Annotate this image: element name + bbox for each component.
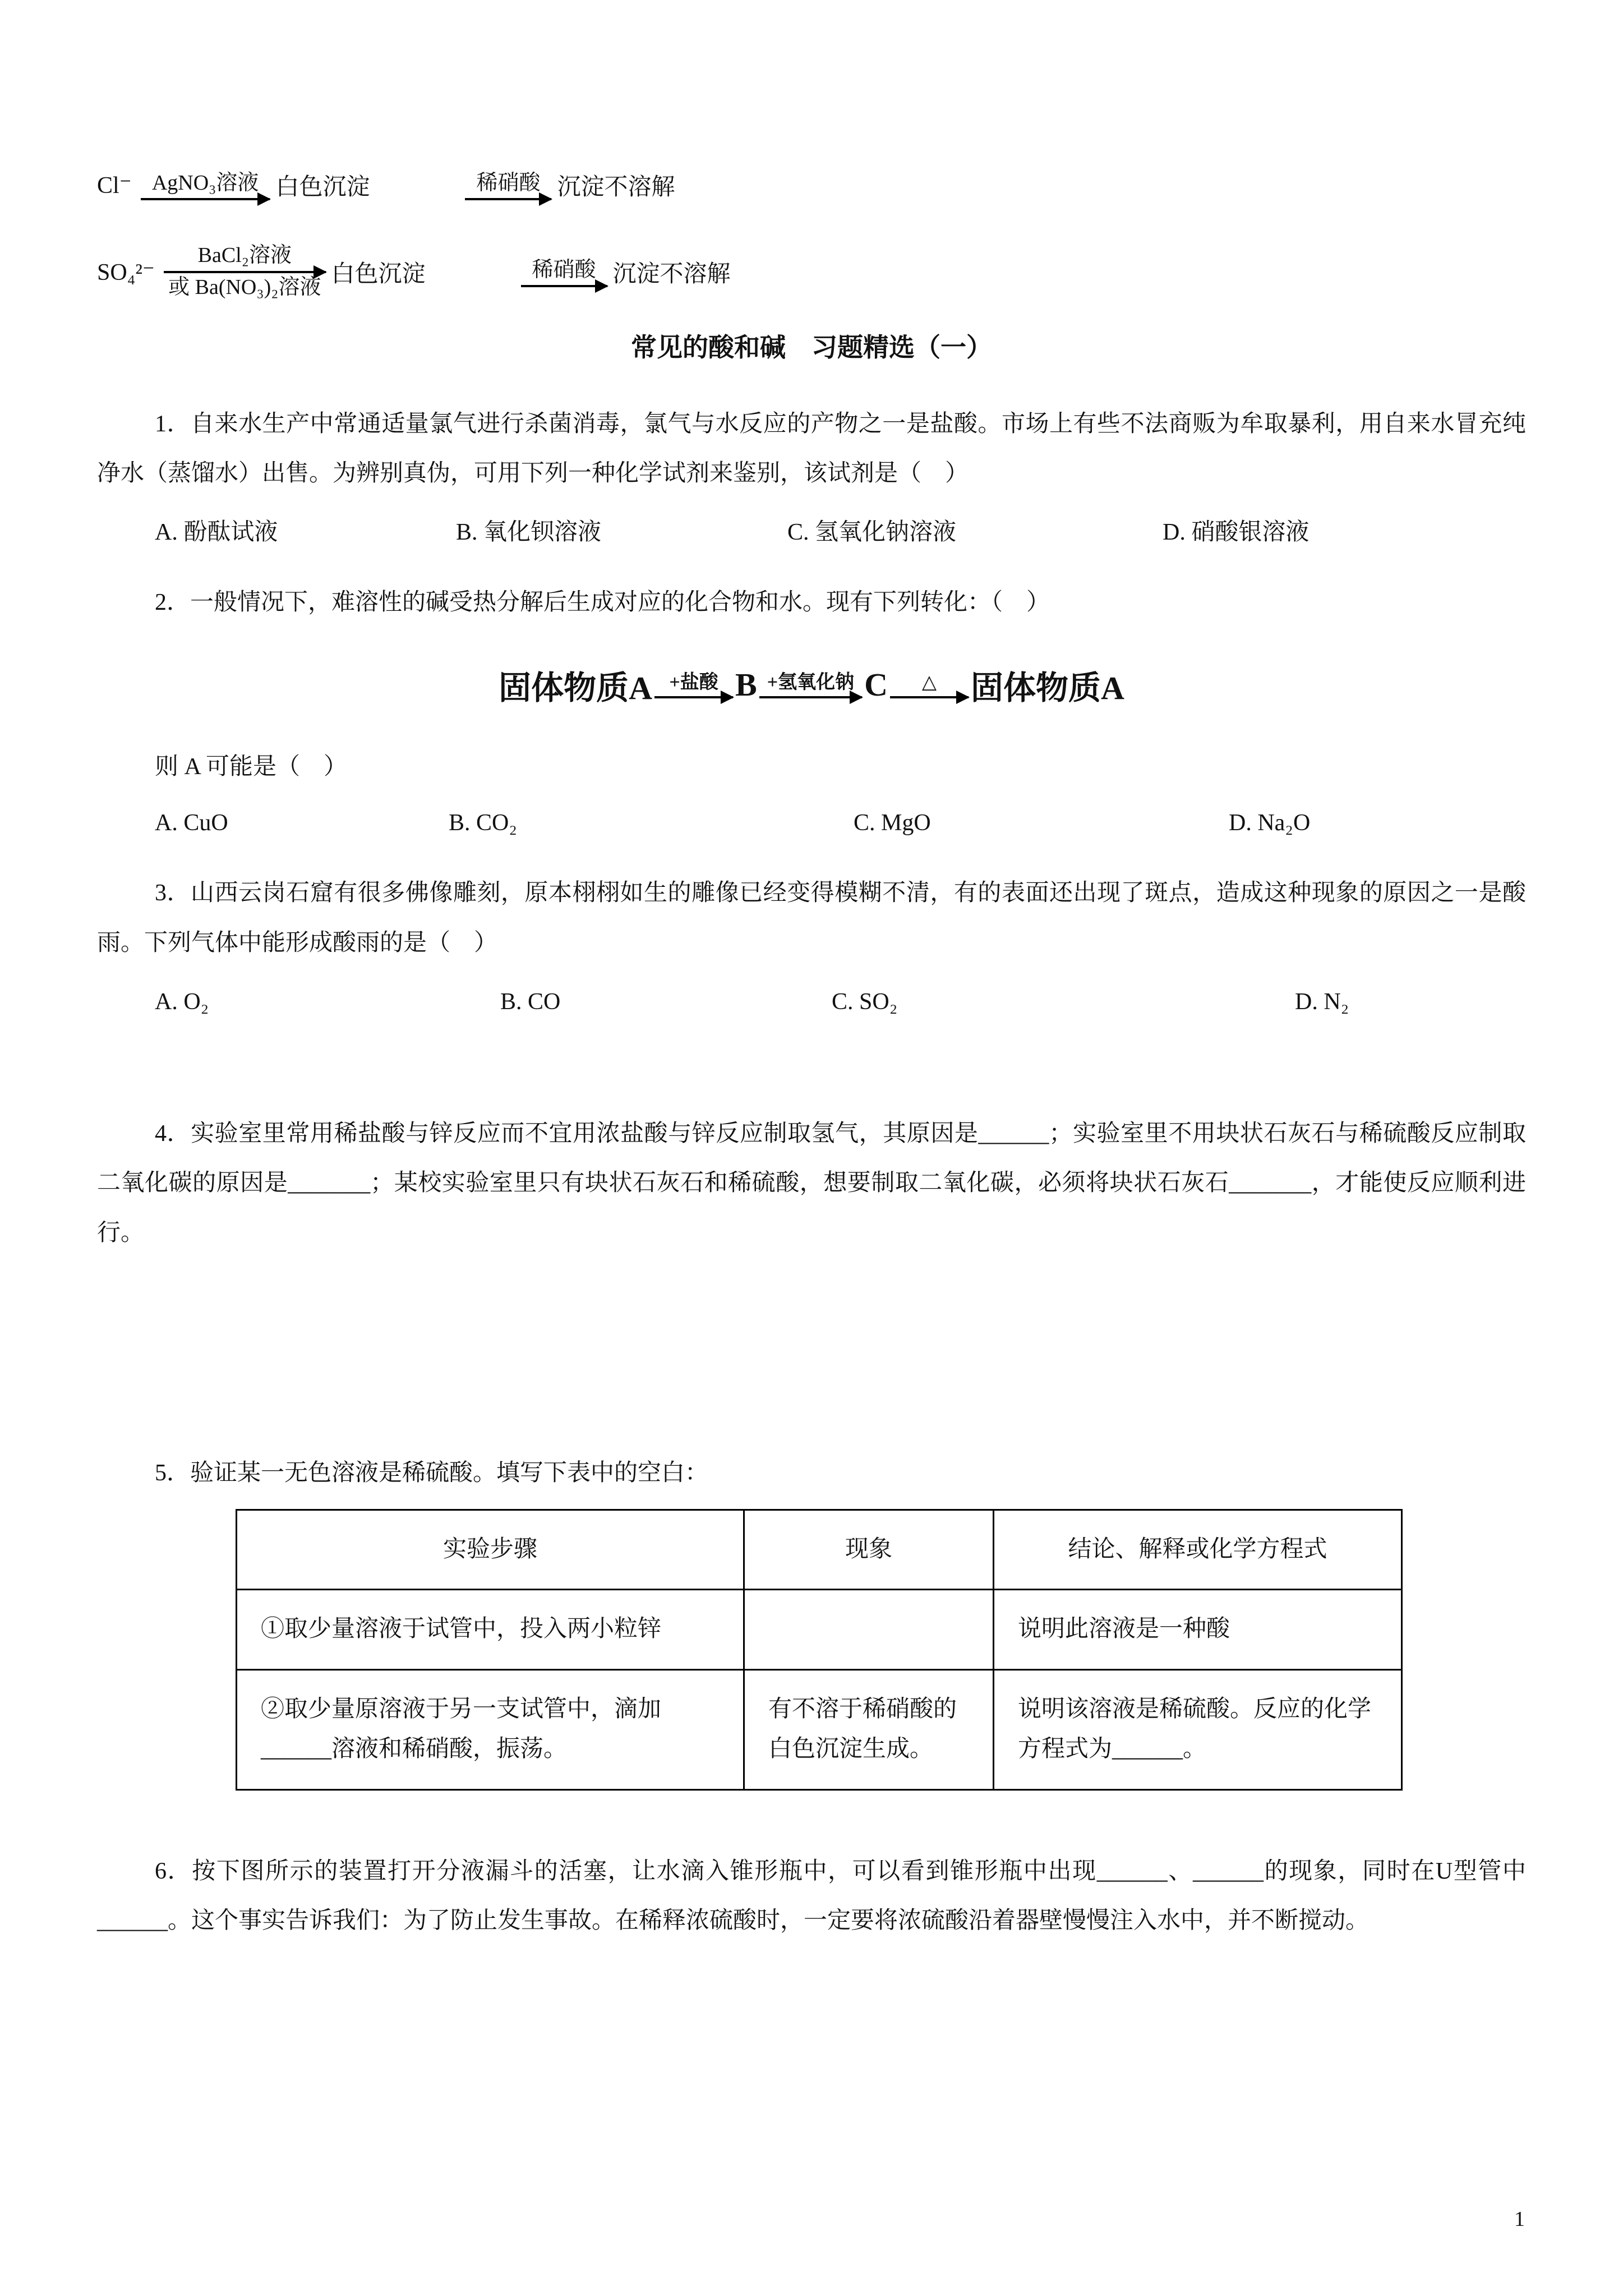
arrow-icon <box>465 198 551 200</box>
option-b: B. CO <box>500 988 561 1015</box>
col-header-steps: 实验步骤 <box>237 1510 744 1589</box>
agno3-reaction-arrow <box>141 170 270 201</box>
so4-ion-label: SO₄²⁻ <box>97 259 155 286</box>
row1-phenomenon-cell <box>744 1590 994 1669</box>
sodium-hydroxide-label: +氢氧化钠 <box>767 671 855 693</box>
question-1-text: 1．自来水生产中常通适量氯气进行杀菌消毒，氯气与水反应的产物之一是盐酸。市场上有些不法商贩为牟取暴利，用自来水冒充纯净水（蒸馏水）出售。为辨别真伪，可用下列一种化学试剂来鉴别，该试剂是（ ） <box>97 411 1526 486</box>
table-row <box>237 1669 1402 1789</box>
question-3-options <box>97 987 1526 1017</box>
row2-phenomenon-cell: 有不溶于稀硝酸的白色沉淀生成。 <box>744 1669 994 1789</box>
dilute-nitric-acid-label: 稀硝酸 <box>532 257 596 282</box>
bacl2-reagent-label: BaCl₂溶液 <box>197 243 292 267</box>
option-b: B. CO₂ <box>449 809 518 836</box>
worksheet-title: 常见的酸和碱 习题精选（一） <box>631 333 992 362</box>
row2-conclusion-cell: 说明该溶液是稀硫酸。反应的化学方程式为______。 <box>994 1669 1402 1789</box>
scheme-substance-c: C <box>864 666 888 703</box>
arrow-icon <box>759 696 862 698</box>
arrow-icon <box>164 271 325 273</box>
option-a: A. CuO <box>155 809 228 836</box>
conversion-scheme <box>97 661 1526 708</box>
white-precipitate-label: 白色沉淀 <box>275 174 370 200</box>
scheme-substance-b: B <box>735 666 757 703</box>
question-2-text: 2．一般情况下，难溶性的碱受热分解后生成对应的化合物和水。现有下列转化：（ ） <box>155 590 1050 616</box>
cl-ion-test-row <box>97 168 1526 202</box>
dilute-nitric-acid-arrow <box>521 257 607 288</box>
dilute-nitric-acid-label: 稀硝酸 <box>476 171 541 195</box>
option-d: D. N₂ <box>1295 988 1349 1015</box>
arrow-icon <box>890 696 969 698</box>
hydrochloric-acid-label: +盐酸 <box>669 671 718 693</box>
option-d: D. 硝酸银溶液 <box>1163 519 1310 545</box>
precipitate-insoluble-label: 沉淀不溶解 <box>557 174 675 200</box>
question-3-text: 3．山西云岗石窟有很多佛像雕刻，原本栩栩如生的雕像已经变得模糊不清，有的表面还出现了斑点，造成这种现象的原因之一是酸雨。下列气体中能形成酸雨的是（ ） <box>97 880 1526 956</box>
cl-ion-label: Cl⁻ <box>97 173 132 199</box>
ban03-alternative-label: 或 Ba(NO₃)₂溶液 <box>168 275 321 299</box>
verification-table <box>236 1509 1403 1791</box>
option-a: A. 酚酞试液 <box>155 519 278 545</box>
white-precipitate-label: 白色沉淀 <box>331 261 426 287</box>
precipitate-insoluble-label: 沉淀不溶解 <box>612 261 731 287</box>
option-d: D. Na₂O <box>1229 809 1311 836</box>
scheme-solid-a-start: 固体物质A <box>499 669 653 706</box>
heat-delta-icon: △ <box>921 671 937 693</box>
row1-step-cell: ①取少量溶液于试管中，投入两小粒锌 <box>237 1590 744 1669</box>
so4-ion-test-row <box>97 242 1526 302</box>
agno3-reagent-label: AgNO₃溶液 <box>151 171 259 195</box>
row1-conclusion-cell: 说明此溶液是一种酸 <box>994 1590 1402 1669</box>
arrow-icon <box>141 198 270 200</box>
table-row <box>237 1590 1402 1669</box>
sodium-hydroxide-arrow <box>759 671 862 699</box>
hydrochloric-acid-arrow <box>654 671 733 699</box>
heat-arrow <box>890 671 969 699</box>
row2-step-cell: ②取少量原溶液于另一支试管中，滴加______溶液和稀硝酸，振荡。 <box>237 1669 744 1789</box>
question-4-text: 4．实验室里常用稀盐酸与锌反应而不宜用浓盐酸与锌反应制取氢气，其原因是______；实验室里不用块状石灰石与稀硫酸反应制取二氧化碳的原因是_______；某校实验室里只有块状石灰石和稀硫酸，想要制取二氧化碳，必须将块状石灰石_______，才能使反应顺利进行。 <box>97 1121 1526 1246</box>
arrow-icon <box>654 696 733 698</box>
dilute-nitric-acid-arrow <box>465 170 551 201</box>
option-b: B. 氧化钡溶液 <box>456 519 602 545</box>
arrow-icon <box>521 285 607 287</box>
option-c: C. 氢氧化钠溶液 <box>787 519 957 545</box>
page-number: 1 <box>1514 2207 1525 2231</box>
col-header-conclusion: 结论、解释或化学方程式 <box>994 1510 1402 1589</box>
question-5-text: 5．验证某一无色溶液是稀硫酸。填写下表中的空白： <box>155 1460 709 1486</box>
option-c: C. MgO <box>854 809 931 836</box>
question-2-prompt: 则 A 可能是（ ） <box>155 753 348 780</box>
question-1-options <box>97 518 1526 547</box>
bacl2-reaction-arrow <box>164 242 325 302</box>
option-a: A. O₂ <box>155 988 209 1015</box>
table-header-row <box>237 1510 1402 1589</box>
col-header-phenomenon: 现象 <box>744 1510 994 1589</box>
question-2-options <box>97 808 1526 838</box>
option-c: C. SO₂ <box>832 988 898 1015</box>
scheme-solid-a-end: 固体物质A <box>970 669 1124 706</box>
question-6-text: 6．按下图所示的装置打开分液漏斗的活塞，让水滴入锥形瓶中，可以看到锥形瓶中出现______、______的现象，同时在U型管中______。这个事实告诉我们：为了防止发生事故。在稀释浓硫酸时，一定要将浓硫酸沿着器壁慢慢注入水中，并不断搅动。 <box>97 1858 1526 1934</box>
